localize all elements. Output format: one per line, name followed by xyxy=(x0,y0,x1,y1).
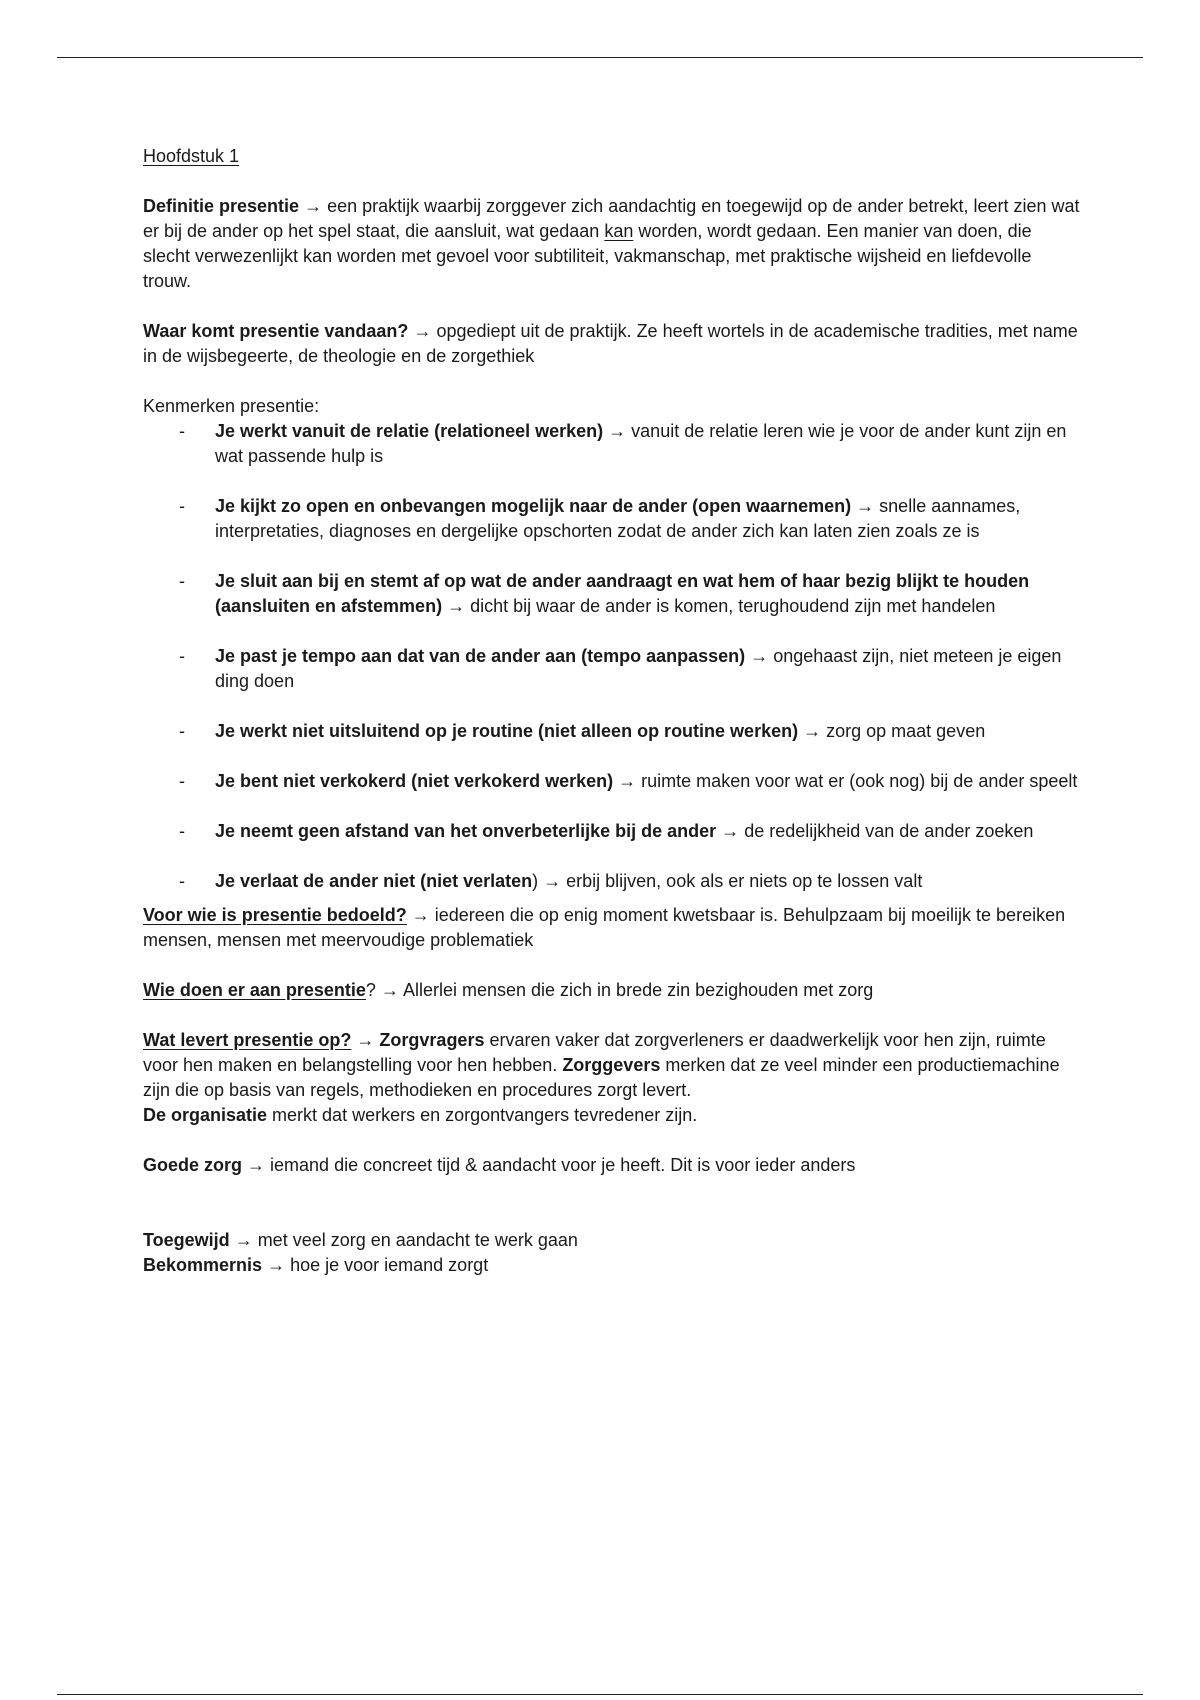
yield-term-organisatie: De organisatie xyxy=(143,1105,268,1125)
top-rule xyxy=(57,57,1143,58)
glossary-term: Toegewijd xyxy=(143,1230,230,1250)
features-title: Kenmerken presentie: xyxy=(143,396,320,416)
feature-rest: ongehaast zijn, niet meteen je eigen ding doen xyxy=(215,646,1062,691)
feature-bold: Je werkt vanuit de relatie (relationeel werken) xyxy=(215,421,604,441)
yield-question: Wat levert presentie op? xyxy=(143,1030,352,1050)
feature-rest: vanuit de relatie leren wie je voor de ander kunt zijn en wat passende hulp is xyxy=(215,421,1067,466)
arrow-icon: → xyxy=(380,980,399,1000)
list-item: - Je past je tempo aan dat van de ander aan (tempo aanpassen) → ongehaast zijn, niet meteen je eigen ding doen xyxy=(179,646,1062,691)
arrow-icon: → xyxy=(267,1255,286,1275)
good-care-paragraph xyxy=(143,1153,1083,1178)
arrow-icon: → xyxy=(234,1230,253,1250)
list-item: - Je verlaat de ander niet (niet verlaten) → erbij blijven, ook als er niets op te lossen valt xyxy=(179,871,923,891)
arrow-icon: → xyxy=(803,721,822,741)
glossary-text: met veel zorg en aandacht te werk gaan xyxy=(252,1230,578,1250)
arrow-icon: → xyxy=(750,646,769,666)
definition-text-b: worden, wordt gedaan. Een manier van doen, die slecht verwezenlijkt kan worden met gevoel voor subtiliteit, vakmanschap, met praktische wijsheid en liefdevolle trouw. xyxy=(143,221,1032,291)
chapter-heading: Hoofdstuk 1 xyxy=(143,146,240,166)
feature-bold: Je kijkt zo open en onbevangen mogelijk naar de ander (open waarnemen) xyxy=(215,496,852,516)
practitioners-answer: Allerlei mensen die zich in brede zin bezighouden met zorg xyxy=(398,980,874,1000)
arrow-icon: → xyxy=(447,596,466,616)
list-item: - Je werkt vanuit de relatie (relationeel werken) → vanuit de relatie leren wie je voor de ander kunt zijn en wat passende hulp is xyxy=(179,421,1067,466)
arrow-icon: → xyxy=(618,771,637,791)
definition-text-a: een praktijk waarbij zorggever zich aandachtig en toegewijd op de ander betrekt, leert zien wat er bij de ander op het spel staat, die aansluit, wat gedaan xyxy=(143,196,1080,241)
origin-paragraph xyxy=(143,319,1083,369)
bottom-rule xyxy=(57,1694,1143,1695)
feature-rest: snelle aannames, interpretaties, diagnoses en dergelijke opschorten zodat de ander zich kan laten zien zoals ze is xyxy=(215,496,1021,541)
good-care-text: iemand die concreet tijd & aandacht voor je heeft. Dit is voor ieder anders xyxy=(265,1155,856,1175)
feature-rest: zorg op maat geven xyxy=(821,721,986,741)
arrow-icon: → xyxy=(304,196,323,216)
practitioners-question: Wie doen er aan presentie xyxy=(143,980,366,1000)
arrow-icon: → xyxy=(411,905,430,925)
list-item: - Je sluit aan bij en stemt af op wat de ander aandraagt en wat hem of haar bezig blijkt te houden (aansluiten en afstemmen) → dicht bij waar de ander is komen, terughoudend zijn met handelen xyxy=(179,571,1030,616)
feature-rest: ruimte maken voor wat er (ook nog) bij de ander speelt xyxy=(636,771,1078,791)
audience-question: Voor wie is presentie bedoeld? xyxy=(143,905,407,925)
feature-bold: Je verlaat de ander niet (niet verlaten xyxy=(215,871,533,891)
definition-paragraph xyxy=(143,194,1083,294)
features-list xyxy=(143,419,1083,894)
yield-term-zorgvragers: Zorgvragers xyxy=(379,1030,485,1050)
yield-paragraph xyxy=(143,1028,1083,1128)
glossary-term: Bekommernis xyxy=(143,1255,263,1275)
glossary-text: hoe je voor iemand zorgt xyxy=(285,1255,489,1275)
yield-text-2: merken dat ze veel minder een productiemachine zijn die op basis van regels, methodieken en procedures zorgt levert. xyxy=(143,1055,1060,1100)
feature-rest: dicht bij waar de ander is komen, terughoudend zijn met handelen xyxy=(465,596,996,616)
list-item: - Je kijkt zo open en onbevangen mogelijk naar de ander (open waarnemen) → snelle aannames, interpretaties, diagnoses en dergelijke opschorten zodat de ander zich kan laten zien zoals ze is xyxy=(179,496,1021,541)
yield-text-1: ervaren vaker dat zorgverleners er daadwerkelijk voor hen zijn, ruimte voor hen maken en belangstelling voor hen hebben. xyxy=(143,1030,1046,1075)
glossary-item-toegewijd xyxy=(143,1228,1083,1253)
origin-answer: opgediept uit de praktijk. Ze heeft wortels in de academische tradities, met name in de wijsbegeerte, de theologie en de zorgethiek xyxy=(143,321,1078,366)
arrow-icon: → xyxy=(608,421,627,441)
feature-bold: Je sluit aan bij en stemt af op wat de ander aandraagt en wat hem of haar bezig blijkt te houden (aansluiten en afstemmen) xyxy=(215,571,1030,616)
feature-bold: Je neemt geen afstand van het onverbeterlijke bij de ander xyxy=(215,821,717,841)
arrow-icon: → xyxy=(413,321,432,341)
practitioners-qmark: ? xyxy=(365,980,376,1000)
audience-paragraph xyxy=(143,903,1083,953)
list-item: - Je bent niet verkokerd (niet verkokerd werken) → ruimte maken voor wat er (ook nog) bij de ander speelt xyxy=(179,771,1078,791)
feature-rest: de redelijkheid van de ander zoeken xyxy=(739,821,1034,841)
list-item: - Je neemt geen afstand van het onverbeterlijke bij de ander → de redelijkheid van de ander zoeken xyxy=(179,821,1034,841)
practitioners-paragraph xyxy=(143,978,1083,1003)
document-page xyxy=(143,144,1083,1278)
arrow-icon: → xyxy=(856,496,875,516)
definition-underlined-word: kan xyxy=(604,221,634,241)
feature-bold: Je past je tempo aan dat van de ander aan (tempo aanpassen) xyxy=(215,646,746,666)
glossary-item-bekommernis xyxy=(143,1253,1083,1278)
list-item: - Je werkt niet uitsluitend op je routine (niet alleen op routine werken) → zorg op maat geven xyxy=(179,721,986,741)
feature-bold: Je werkt niet uitsluitend op je routine (niet alleen op routine werken) xyxy=(215,721,799,741)
yield-text-3: merkt dat werkers en zorgontvangers tevredener zijn. xyxy=(267,1105,698,1125)
feature-rest: ) → erbij blijven, ook als er niets op te lossen valt xyxy=(532,871,923,891)
feature-bold: Je bent niet verkokerd (niet verkokerd werken) xyxy=(215,771,614,791)
audience-answer: iedereen die op enig moment kwetsbaar is. Behulpzaam bij moeilijk te bereiken mensen, mensen met meervoudige problematiek xyxy=(143,905,1066,950)
good-care-term: Goede zorg xyxy=(143,1155,243,1175)
yield-term-zorggevers: Zorggevers xyxy=(562,1055,661,1075)
arrow-icon: → xyxy=(247,1155,266,1175)
arrow-icon: → xyxy=(356,1030,375,1050)
arrow-icon: → xyxy=(721,821,740,841)
definition-term: Definitie presentie xyxy=(143,196,300,216)
origin-question: Waar komt presentie vandaan? xyxy=(143,321,409,341)
